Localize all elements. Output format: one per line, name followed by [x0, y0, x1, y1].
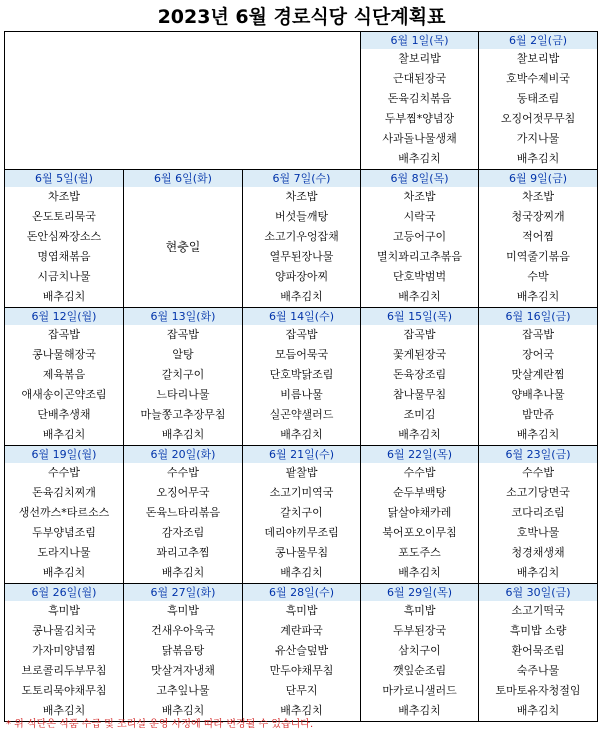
- menu-item: 고추잎나물: [156, 684, 210, 697]
- menu-item: 차조밥: [522, 190, 554, 203]
- menu-item: 숙주나물: [516, 664, 560, 677]
- day-cell: [361, 170, 479, 308]
- day-cell: [361, 446, 479, 584]
- menu-item: 흑미밥: [48, 604, 80, 617]
- menu-item: 청경채생채: [511, 546, 565, 559]
- menu-item: 배추김치: [42, 290, 86, 303]
- menu-item: 맛살겨자냉채: [151, 664, 215, 677]
- menu-item: 명엽채볶음: [37, 250, 91, 263]
- menu-item: 밤만쥬: [522, 408, 554, 421]
- day-cell: [361, 584, 479, 722]
- menu-item: 열무된장나물: [269, 250, 334, 263]
- menu-item: 단배추생채: [37, 408, 91, 421]
- menu-item: 잡곡밥: [285, 328, 318, 341]
- menu-item: 실곤약샐러드: [269, 408, 334, 421]
- menu-item: 북어포오이무침: [382, 526, 457, 539]
- menu-item: 고등어구이: [392, 230, 447, 243]
- menu-item: 돈육장조림: [392, 368, 447, 381]
- menu-item: 배추김치: [516, 428, 560, 441]
- menu-item: 콩나물해장국: [32, 348, 96, 361]
- menu-item: 갈치구이: [161, 368, 205, 381]
- menu-item: 배추김치: [516, 566, 560, 579]
- menu-item: 모듬어묵국: [274, 348, 329, 361]
- menu-item: 도라지나물: [37, 546, 91, 559]
- menu-item: 차조밥: [285, 190, 318, 203]
- menu-item: 흑미밥: [403, 604, 436, 617]
- day-date-header: 6월 23일(금): [479, 446, 597, 463]
- menu-item: 수수밥: [522, 466, 554, 479]
- day-cell: [5, 308, 124, 446]
- menu-item: 흑미밥: [167, 604, 199, 617]
- menu-item: 돈육김치볶음: [387, 92, 452, 105]
- menu-item: 배추김치: [398, 704, 441, 717]
- day-cell: [243, 584, 361, 722]
- menu-item: 배추김치: [280, 290, 323, 303]
- menu-item: 소고기떡국: [511, 604, 565, 617]
- day-cell: [361, 308, 479, 446]
- menu-item: 순두부백탕: [392, 486, 447, 499]
- week-row: [5, 584, 598, 722]
- menu-item: 배추김치: [161, 704, 205, 717]
- menu-item: 마카로니샐러드: [382, 684, 457, 697]
- menu-item: 온도토리묵국: [32, 210, 96, 223]
- menu-item: 소고기우엉잡채: [264, 230, 339, 243]
- day-date-header: 6월 16일(금): [479, 308, 597, 325]
- day-date-header: 6월 28일(수): [243, 584, 360, 601]
- menu-item: 토마토유자청절임: [495, 684, 581, 697]
- day-date-header: 6월 21일(수): [243, 446, 360, 463]
- menu-item: 흑미밥 소량: [509, 624, 567, 637]
- menu-item: 느타리나물: [156, 388, 210, 401]
- menu-item: 배추김치: [280, 704, 323, 717]
- menu-item: 미역줄기볶음: [506, 250, 570, 263]
- menu-item: 단무지: [285, 684, 318, 697]
- menu-item: 사과돌나물생채: [382, 132, 457, 145]
- menu-item: 데리야끼무조림: [264, 526, 339, 539]
- menu-item: 맛살계란찜: [511, 368, 565, 381]
- day-date-header: 6월 9일(금): [479, 170, 597, 187]
- day-cell: [243, 308, 361, 446]
- menu-item: 수박: [527, 270, 549, 283]
- day-date-header: 6월 14일(수): [243, 308, 360, 325]
- menu-item: 삼치구이: [398, 644, 441, 657]
- menu-item: 동태조림: [516, 92, 560, 105]
- menu-item: 깻잎순조림: [392, 664, 447, 677]
- menu-item: 돈육느타리볶음: [145, 506, 221, 519]
- menu-item: 차조밥: [403, 190, 436, 203]
- day-cell: [124, 584, 243, 722]
- menu-item: 꽃게된장국: [392, 348, 447, 361]
- menu-item: 호박수제비국: [506, 72, 570, 85]
- menu-item: 흑미밥: [285, 604, 318, 617]
- menu-item: 콩나물무침: [274, 546, 329, 559]
- menu-item: 닭볶음탕: [161, 644, 205, 657]
- menu-item: 두부찜*양념장: [384, 112, 455, 125]
- menu-item: 환어묵조림: [511, 644, 565, 657]
- menu-item: 근대된장국: [392, 72, 447, 85]
- menu-item: 콩나물김치국: [32, 624, 96, 637]
- day-cell: [243, 446, 361, 584]
- menu-item: 알탕: [172, 348, 194, 361]
- day-date-header: 6월 20일(화): [124, 446, 242, 463]
- menu-item: 시금치나물: [37, 270, 91, 283]
- day-cell: [479, 308, 598, 446]
- day-date-header: 6월 30일(금): [479, 584, 597, 601]
- menu-item: 배추김치: [398, 428, 441, 441]
- menu-item: 코다리조림: [511, 506, 565, 519]
- menu-item: 배추김치: [161, 566, 205, 579]
- menu-item: 잡곡밥: [167, 328, 199, 341]
- menu-item: 버섯들깨탕: [274, 210, 329, 223]
- menu-item: 꽈리고추찜: [156, 546, 210, 559]
- menu-item: 제육볶음: [42, 368, 86, 381]
- holiday-label: 현충일: [165, 240, 201, 254]
- menu-item: 소고기당면국: [506, 486, 570, 499]
- menu-item: 브로콜리두부무침: [21, 664, 107, 677]
- menu-item: 닭살야채카레: [387, 506, 452, 519]
- menu-item: 수수밥: [403, 466, 436, 479]
- menu-item: 배추김치: [516, 290, 560, 303]
- day-cell: [5, 170, 124, 308]
- menu-item: 두부양념조림: [32, 526, 96, 539]
- day-date-header: 6월 19일(월): [5, 446, 123, 463]
- day-cell: [479, 584, 598, 722]
- week-row: [5, 308, 598, 446]
- day-date-header: 6월 2일(금): [479, 32, 597, 49]
- menu-item: 감자조림: [161, 526, 205, 539]
- menu-item: 마늘쫑고추장무침: [140, 408, 226, 421]
- menu-item: 참나물무침: [392, 388, 447, 401]
- day-date-header: 6월 12일(월): [5, 308, 123, 325]
- menu-item: 잡곡밥: [403, 328, 436, 341]
- menu-item: 생선까스*타르소스: [18, 506, 110, 519]
- day-cell: [479, 446, 598, 584]
- menu-item: 포도주스: [398, 546, 441, 559]
- menu-item: 돈육김치찌개: [32, 486, 96, 499]
- menu-item: 도토리묵야채무침: [21, 684, 107, 697]
- menu-item: 두부된장국: [392, 624, 447, 637]
- page-title: 2023년 6월 경로식당 식단계획표: [157, 6, 446, 28]
- menu-item: 배추김치: [42, 428, 86, 441]
- menu-item: 갈치구이: [280, 506, 323, 519]
- menu-item: 수수밥: [48, 466, 80, 479]
- notice-text: * 위 식단은 식품 수급 및 조리실 운영 사정에 따라 변경될 수 있습니다.: [6, 719, 314, 730]
- menu-item: 계란파국: [280, 624, 323, 637]
- menu-item: 차조밥: [48, 190, 80, 203]
- day-cell: [361, 32, 479, 170]
- menu-item: 소고기미역국: [269, 486, 334, 499]
- menu-item: 가지나물: [516, 132, 560, 145]
- day-cell: [124, 446, 243, 584]
- day-cell: [479, 32, 598, 170]
- menu-item: 잡곡밥: [48, 328, 80, 341]
- menu-item: 오징어무국: [156, 486, 210, 499]
- menu-item: 돈안심짜장소스: [26, 230, 102, 243]
- menu-item: 배추김치: [42, 704, 86, 717]
- day-cell: [124, 308, 243, 446]
- menu-item: 적어찜: [522, 230, 554, 243]
- menu-item: 청국장찌개: [511, 210, 565, 223]
- day-date-header: 6월 26일(월): [5, 584, 123, 601]
- menu-item: 오징어젓무무침: [500, 112, 576, 125]
- menu-item: 단호박닭조림: [269, 368, 334, 381]
- menu-item: 찰보리밥: [398, 52, 441, 65]
- menu-item: 배추김치: [398, 152, 441, 165]
- day-date-header: 6월 8일(목): [361, 170, 478, 187]
- menu-item: 팥찰밥: [285, 466, 318, 479]
- day-date-header: 6월 5일(월): [5, 170, 123, 187]
- week-row: [5, 170, 598, 308]
- meal-plan-table: [4, 31, 598, 722]
- menu-item: 배추김치: [516, 152, 560, 165]
- menu-item: 양배추나물: [511, 388, 565, 401]
- menu-item: 애새송이곤약조림: [21, 388, 107, 401]
- day-cell: [479, 170, 598, 308]
- day-cell: [5, 584, 124, 722]
- empty-cell: [5, 32, 361, 170]
- week-row: [5, 32, 598, 170]
- day-cell: [124, 170, 243, 308]
- menu-item: 배추김치: [398, 290, 441, 303]
- menu-item: 멸치꽈리고추볶음: [377, 250, 463, 263]
- day-date-header: 6월 1일(목): [361, 32, 478, 49]
- day-date-header: 6월 27일(화): [124, 584, 242, 601]
- day-date-header: 6월 7일(수): [243, 170, 360, 187]
- day-date-header: 6월 15일(목): [361, 308, 478, 325]
- menu-item: 배추김치: [280, 428, 323, 441]
- day-date-header: 6월 22일(목): [361, 446, 478, 463]
- menu-item: 배추김치: [161, 428, 205, 441]
- menu-item: 호박나물: [516, 526, 560, 539]
- menu-item: 만두야채무침: [269, 664, 334, 677]
- day-cell: [5, 446, 124, 584]
- day-date-header: 6월 6일(화): [124, 170, 242, 187]
- menu-item: 장어국: [522, 348, 554, 361]
- menu-item: 찰보리밥: [516, 52, 560, 65]
- menu-item: 양파장아찌: [274, 270, 329, 283]
- menu-item: 가자미양념찜: [32, 644, 96, 657]
- menu-item: 비름나물: [280, 388, 323, 401]
- menu-item: 배추김치: [280, 566, 323, 579]
- day-date-header: 6월 13일(화): [124, 308, 242, 325]
- menu-item: 단호박범벅: [392, 270, 447, 283]
- menu-item: 수수밥: [167, 466, 199, 479]
- menu-item: 건새우아욱국: [151, 624, 215, 637]
- menu-item: 배추김치: [516, 704, 560, 717]
- menu-item: 조미김: [403, 408, 436, 421]
- menu-item: 시락국: [403, 210, 436, 223]
- menu-item: 잡곡밥: [522, 328, 554, 341]
- day-cell: [243, 170, 361, 308]
- menu-item: 배추김치: [42, 566, 86, 579]
- week-row: [5, 446, 598, 584]
- menu-item: 유산슬덮밥: [274, 644, 329, 657]
- day-date-header: 6월 29일(목): [361, 584, 478, 601]
- menu-item: 배추김치: [398, 566, 441, 579]
